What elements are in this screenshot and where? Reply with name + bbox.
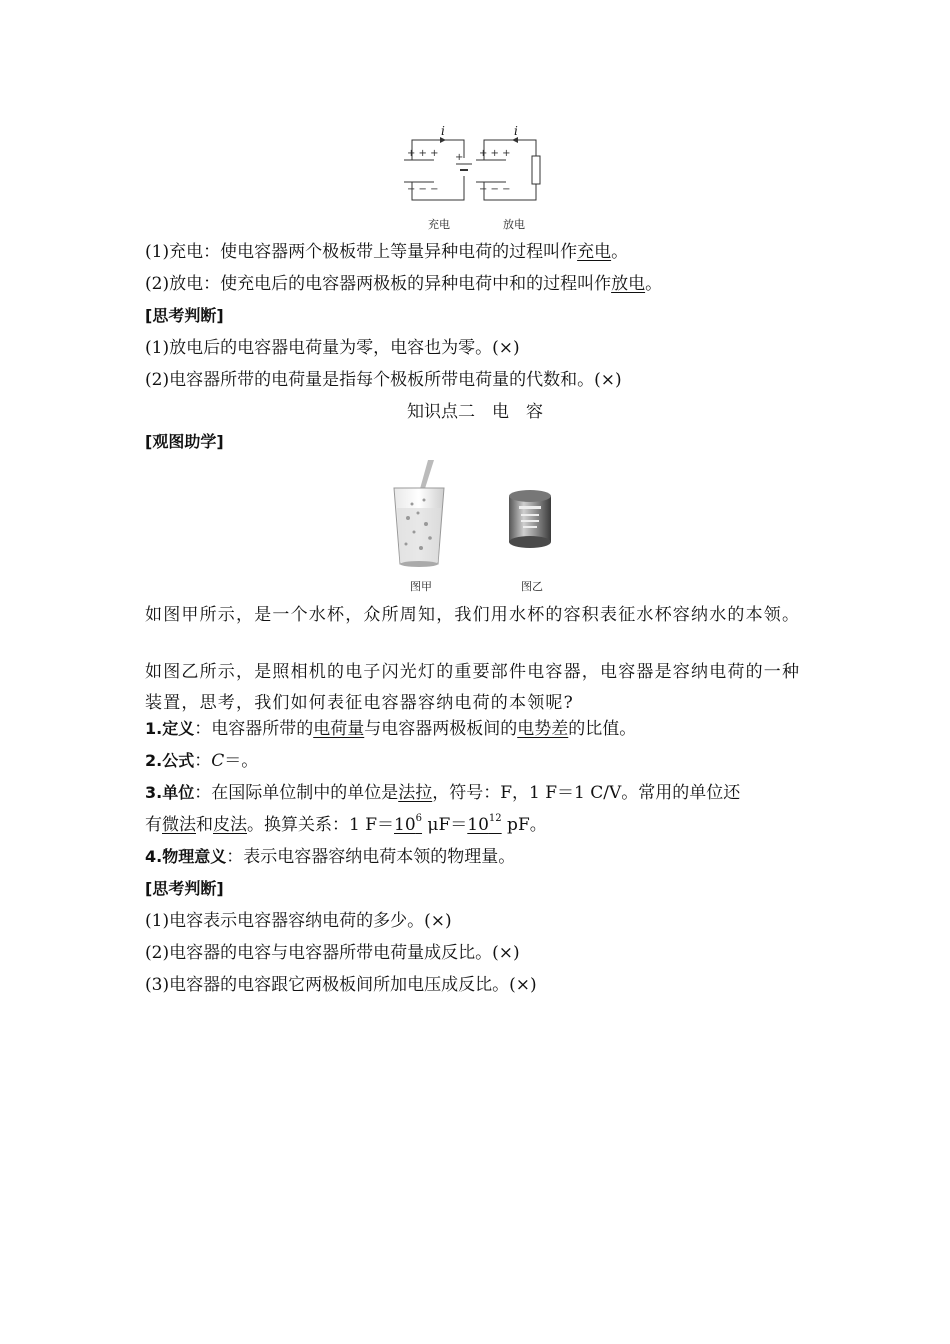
charge-discharge-figure xyxy=(398,120,558,232)
discharging-definition: (2)放电：使充电后的电容器两极板的异种电荷中和的过程叫作放电。 xyxy=(145,274,663,294)
caption-discharge: 放电 xyxy=(503,218,525,231)
judge-item: (1)电容表示电容器容纳电荷的多少。(×) xyxy=(145,911,452,931)
conversion-2: $10^{12}$ xyxy=(467,813,502,835)
paragraph-capacitor: 如图乙所示，是照相机的电子闪光灯的重要部件电容器，电容器是容纳电荷的一种装置，思考，我们如何表征电容器容纳电荷的本领呢? xyxy=(145,662,801,713)
svg-text:− − −: − − − xyxy=(407,184,439,195)
judge-item: (1)放电后的电容器电荷量为零，电容也为零。(×) xyxy=(145,338,520,358)
term-farad: 法拉 xyxy=(398,783,433,803)
caption-figure-b: 图乙 xyxy=(521,580,543,593)
svg-text:+ + +: + + + xyxy=(479,148,511,159)
judge-heading-2: [思考判断] xyxy=(145,879,224,898)
water-glass-image xyxy=(388,458,450,570)
term-charge-quantity: 电荷量 xyxy=(313,719,365,739)
current-label-left: i xyxy=(441,124,445,138)
current-label-right: i xyxy=(514,124,518,138)
judge-heading-1: [思考判断] xyxy=(145,306,224,325)
paragraph-water-glass: 如图甲所示，是一个水杯，众所周知，我们用水杯的容积表征水杯容纳水的本领。 xyxy=(145,605,801,625)
formula-line: 2.公式：C＝。 xyxy=(145,751,259,771)
svg-text:+: + xyxy=(455,152,464,163)
caption-figure-a: 图甲 xyxy=(410,580,432,593)
term-microfarad: 微法 xyxy=(162,815,196,835)
definition-line: 1.定义：电容器所带的电荷量与电容器两极板间的电势差的比值。 xyxy=(145,719,637,739)
caption-charge: 充电 xyxy=(428,218,450,231)
judge-item: (3)电容器的电容跟它两极板间所加电压成反比。(×) xyxy=(145,975,537,995)
svg-text:+ + +: + + + xyxy=(407,148,439,159)
charging-term: 充电 xyxy=(577,242,612,262)
conversion-1: $10^6$ xyxy=(394,813,423,835)
unit-line-1: 3.单位：在国际单位制中的单位是法拉，符号：F，1 F＝1 C/V。常用的单位还 xyxy=(145,783,741,803)
section-title: 知识点二 电 容 xyxy=(407,402,543,422)
formula-variable: C xyxy=(211,751,225,771)
term-potential-difference: 电势差 xyxy=(517,719,569,739)
unit-line-2: 有微法和皮法。换算关系：1 $F=10^6$ $\mu F=10^{12}$ pF。 xyxy=(145,813,547,835)
term-picofarad: 皮法 xyxy=(213,815,247,835)
charging-definition: (1)充电：使电容器两个极板带上等量异种电荷的过程叫作充电。 xyxy=(145,242,629,262)
svg-text:− − −: − − − xyxy=(479,184,511,195)
discharging-term: 放电 xyxy=(611,274,646,294)
meaning-line: 4.物理意义：表示电容器容纳电荷本领的物理量。 xyxy=(145,847,516,867)
capacitor-image xyxy=(505,488,555,550)
judge-item: (2)电容器所带的电荷量是指每个极板所带电荷量的代数和。(×) xyxy=(145,370,622,390)
observe-heading: [观图助学] xyxy=(145,432,224,451)
judge-item: (2)电容器的电容与电容器所带电荷量成反比。(×) xyxy=(145,943,520,963)
